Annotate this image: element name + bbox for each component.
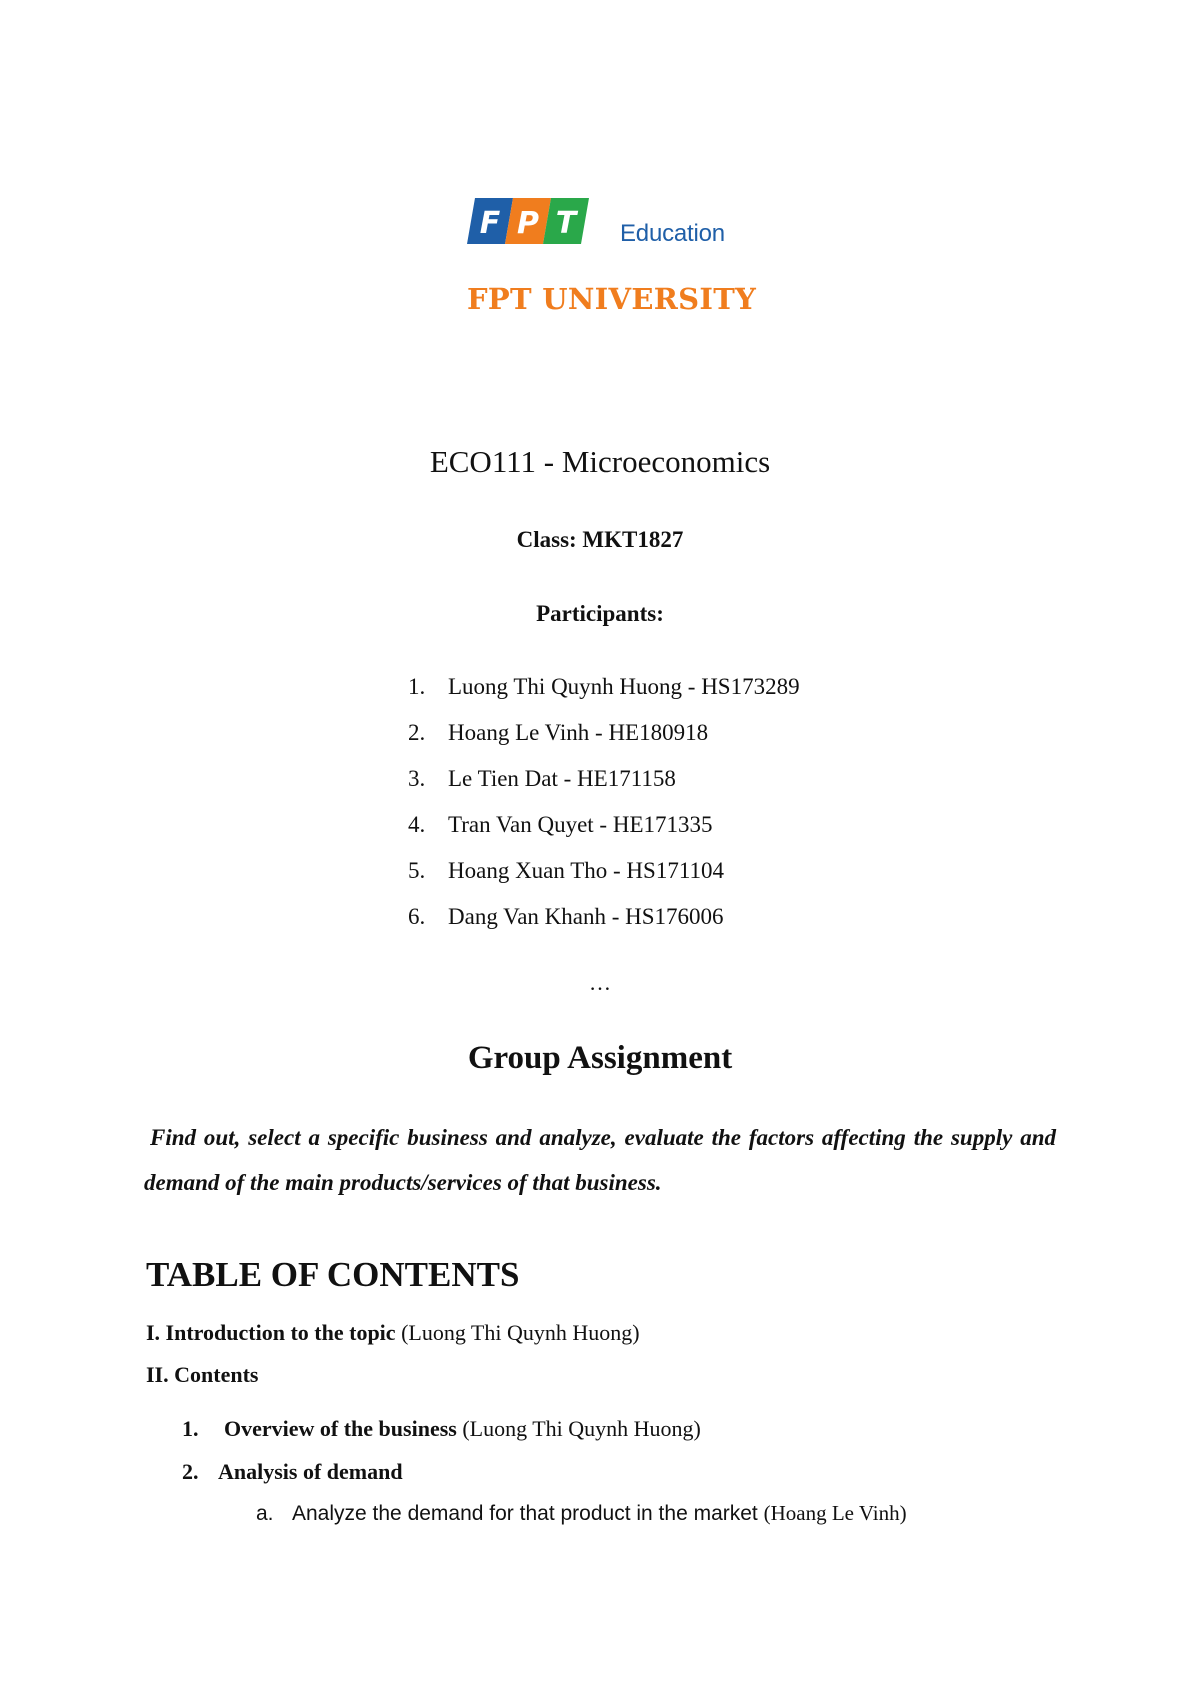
toc-subsubitem-author: (Hoang Le Vinh) <box>763 1501 907 1525</box>
list-item <box>408 902 800 948</box>
list-item <box>408 718 800 764</box>
toc-item-label: I. Introduction to the topic <box>146 1320 396 1345</box>
fpt-education-logo <box>455 178 765 348</box>
toc-subsubitem-analyze-demand <box>256 1501 907 1526</box>
toc-subitem-label: Overview of the business <box>224 1416 457 1441</box>
list-item <box>408 810 800 856</box>
toc-subitem-label: Analysis of demand <box>218 1459 403 1484</box>
participant-text: Dang Van Khanh - HS176006 <box>448 904 724 929</box>
toc-item-contents <box>146 1362 258 1388</box>
toc-subitem-demand <box>182 1459 403 1485</box>
list-number: 6. <box>408 904 426 929</box>
logo-university-text: FPT UNIVERSITY <box>467 282 757 316</box>
toc-subitem-author: (Luong Thi Quynh Huong) <box>462 1416 701 1441</box>
toc-item-label: II. Contents <box>146 1362 259 1387</box>
toc-subsubitem-label: Analyze the demand for that product in the market <box>292 1502 758 1525</box>
list-item <box>408 764 800 810</box>
ellipsis: … <box>589 970 611 995</box>
toc-item-author: (Luong Thi Quynh Huong) <box>401 1320 640 1345</box>
toc-subitem-overview <box>182 1416 701 1442</box>
assignment-task: Find out, select a specific business and analyze, evaluate the factors affecting the supply and demand of the main products/services of that business. <box>144 1125 1056 1195</box>
toc-subitem-number: 2. <box>182 1459 199 1484</box>
participant-text: Le Tien Dat - HE171158 <box>448 766 676 791</box>
toc-title: TABLE OF CONTENTS <box>146 1255 520 1294</box>
list-item <box>408 856 800 902</box>
list-number: 2. <box>408 720 426 745</box>
participant-text: Luong Thi Quynh Huong - HS173289 <box>448 674 800 699</box>
list-number: 5. <box>408 858 426 883</box>
list-number: 4. <box>408 812 426 837</box>
toc-item-introduction <box>146 1320 640 1346</box>
toc-subsubitem-letter: a. <box>256 1502 274 1525</box>
fpt-logo-mark <box>455 178 615 258</box>
logo-letter-f: F <box>479 206 501 241</box>
participant-text: Tran Van Quyet - HE171335 <box>448 812 713 837</box>
participant-text: Hoang Xuan Tho - HS171104 <box>448 858 724 883</box>
participants-list <box>408 672 800 948</box>
logo-education-text: Education <box>620 220 725 247</box>
logo-letter-t: T <box>555 206 577 241</box>
list-number: 1. <box>408 674 426 699</box>
toc-subitem-number: 1. <box>182 1416 199 1441</box>
class-line: Class: MKT1827 <box>516 527 684 552</box>
assignment-title: Group Assignment <box>467 1040 733 1076</box>
participants-heading: Participants: <box>536 601 664 626</box>
logo-letter-p: P <box>517 206 539 241</box>
course-title: ECO111 - Microeconomics <box>429 444 771 479</box>
list-number: 3. <box>408 766 426 791</box>
participant-text: Hoang Le Vinh - HE180918 <box>448 720 709 745</box>
list-item <box>408 672 800 718</box>
